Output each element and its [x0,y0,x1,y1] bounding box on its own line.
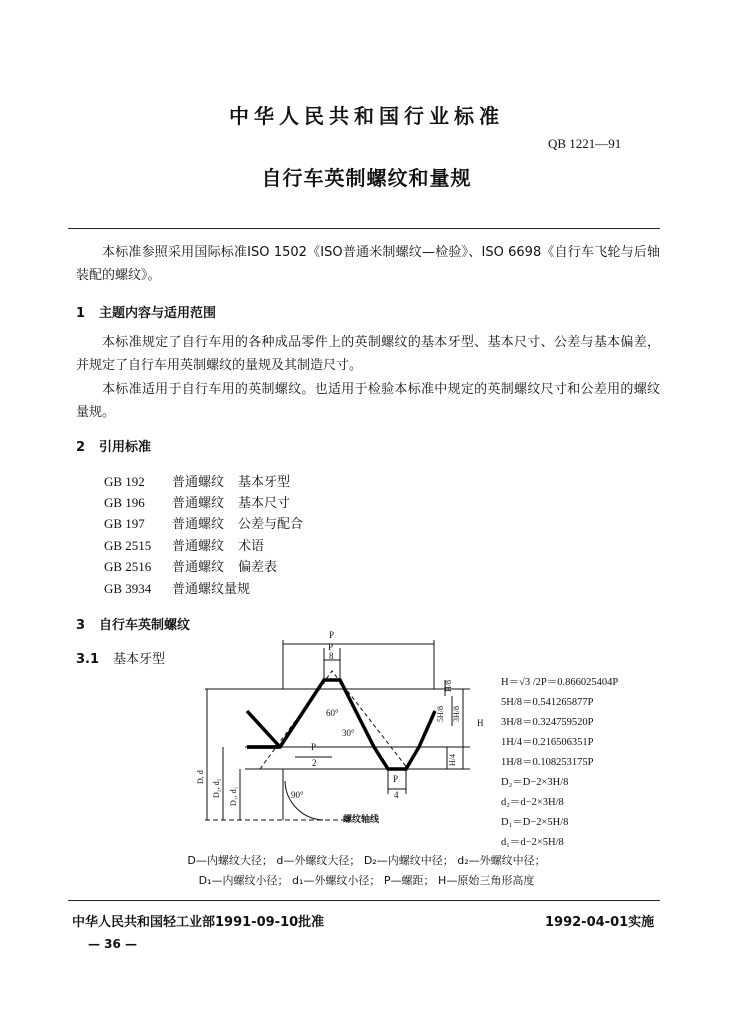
subsection-title: 基本牙型 [113,652,166,667]
p2-denominator: 2 [312,758,317,768]
3h8-label: 3H/8 [452,706,461,722]
approval-text: 中华人民共和国轻工业部1991-09-10批准 [72,915,325,930]
section-number: 1 [76,306,86,321]
p2-numerator: P [311,742,317,752]
h8-label: H/8 [444,680,453,692]
formula-D2: D₂＝D−2×3H/8 [501,777,569,788]
reference-item: GB 3934 普通螺纹量规 [104,581,251,597]
reference-item: GB 192 普通螺纹 基本牙型 [104,474,291,490]
h4-label: H/4 [448,754,457,766]
p4-denominator: 4 [394,790,399,800]
section-number: 3 [76,618,86,633]
standard-org-header: 中华人民共和国行业标准 [229,104,504,128]
thread-axis-label: 螺纹轴线 [343,815,380,825]
fundamental-triangle [260,671,408,769]
top-divider [68,228,660,229]
figure-legend-line-1: D—内螺纹大径； d—外螺纹大径； D₂—内螺纹中径； d₂—外螺纹中径； [187,854,546,867]
section-title: 自行车英制螺纹 [99,618,191,633]
section-number: 2 [76,440,86,455]
formula-3h8: 3H/8＝0.324759520P [501,717,594,728]
reference-item: GB 197 普通螺纹 公差与配合 [104,516,304,532]
figure-legend-line-2: D₁—内螺纹小径； d₁—外螺纹小径； P—螺距； H—原始三角形高度 [198,874,535,887]
section-2-heading [76,436,151,455]
angle-90-label: 90° [291,790,304,800]
reference-item: GB 2515 普通螺纹 术语 [104,538,265,554]
effective-date: 1992-04-01实施 [545,915,655,930]
5h8-label: 5H/8 [436,706,445,722]
footer-divider [68,900,660,901]
formula-h8: 1H/8＝0.108253175P [501,757,594,768]
formula-h: H＝√3 /2P＝0.866025404P [501,677,619,688]
angle-60-label: 60° [326,708,339,718]
reference-item: GB 196 普通螺纹 基本尺寸 [104,495,291,511]
section-title: 引用标准 [99,440,152,455]
document-title: 自行车英制螺纹和量规 [261,166,472,190]
pitch-diameter-label: D₂, d₂ [212,778,221,798]
formula-d2: d₂＝d−2×3H/8 [501,797,564,808]
thread-profile-outline [247,680,435,769]
formula-h4: 1H/4＝0.216506351P [501,737,594,748]
intro-paragraph: 本标准参照采用国际标准ISO 1502《ISO普通米制螺纹—检验》、ISO 6698《自行车飞轮与后轴装配的螺纹》。 [76,245,660,283]
page-number: — 36 — [88,937,138,951]
angle-30-label: 30° [342,728,355,738]
formula-d1: d₁＝d−2×5H/8 [501,837,564,848]
section-title: 主题内容与适用范围 [99,306,217,321]
thread-profile-diagram [185,626,500,836]
pitch-label: P [329,630,335,640]
section-1-heading [76,302,216,321]
p4-numerator: P [393,774,399,784]
section-3-heading [76,614,190,633]
formula-5h8: 5H/8＝0.541265877P [501,697,594,708]
p8-denominator: 8 [329,651,334,661]
thread-left-flank [247,711,280,747]
section-3-1-heading [76,648,165,667]
subsection-number: 3.1 [76,652,100,667]
section-1-paragraph-2: 本标准适用于自行车用的英制螺纹。也适用于检验本标准中规定的英制螺纹尺寸和公差用的螺纹量规。 [76,382,660,420]
standard-code: QB 1221—91 [548,136,622,151]
reference-item: GB 2516 普通螺纹 偏差表 [104,559,278,575]
section-1-paragraph-1: 本标准规定了自行车用的各种成品零件上的英制螺纹的基本牙型、基本尺寸、公差与基本偏差，并规定了自行车用英制螺纹的量规及其制造尺寸。 [76,335,660,373]
p8-numerator: P [328,642,334,652]
h-label: H [477,718,484,728]
major-diameter-label: D, d [196,770,205,784]
formula-D1: D₁＝D−2×5H/8 [501,817,569,828]
minor-diameter-label: D₁, d₁ [229,786,238,806]
